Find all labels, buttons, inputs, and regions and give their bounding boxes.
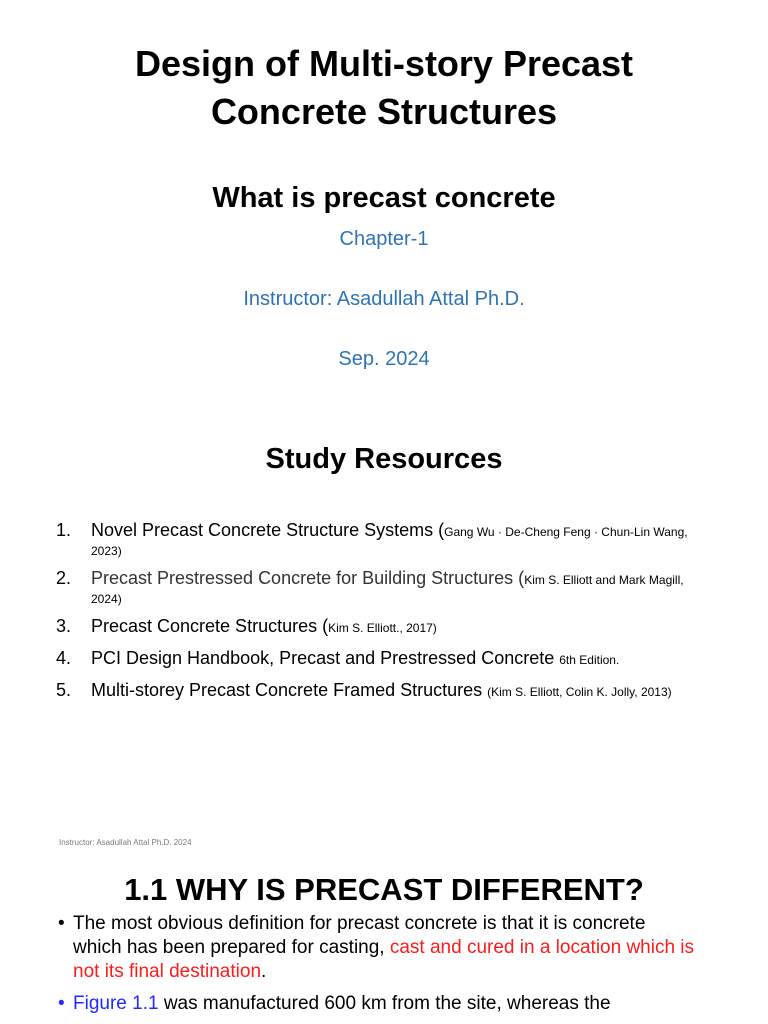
footer-note: Instructor: Asadullah Attal Ph.D. 2024 xyxy=(59,838,192,847)
list-item xyxy=(56,646,716,670)
instructor-label: Instructor: Asadullah Attal Ph.D. xyxy=(243,288,525,310)
item-number: 5. xyxy=(56,680,72,700)
resource-citation: (Kim S. Elliott, Colin K. Jolly, 2013) xyxy=(487,685,672,699)
resource-title: Multi-storey Precast Concrete Framed Structures xyxy=(91,680,488,700)
slide-subtitle: What is precast concrete xyxy=(212,182,556,214)
resource-title: Precast Concrete Structures ( xyxy=(91,616,329,636)
resource-citation: 6th Edition. xyxy=(559,653,620,667)
item-number: 2. xyxy=(56,568,72,588)
list-item xyxy=(56,614,716,638)
resource-title: Novel Precast Concrete Structure Systems ( xyxy=(91,520,445,540)
chapter-label: Chapter-1 xyxy=(339,228,429,250)
bullet-text: was manufactured 600 km from the site, whereas the xyxy=(158,993,611,1014)
title-line-1: Design of Multi-story Precast xyxy=(134,43,634,84)
bullet-icon: • xyxy=(58,993,65,1014)
item-number: 3. xyxy=(56,616,72,636)
resource-citation: Gang Wu · De-Cheng Feng · Chun-Lin Wang, 2023) xyxy=(91,525,688,558)
bullet-text-end: . xyxy=(261,961,267,982)
item-number: 1. xyxy=(56,520,72,540)
highlighted-text: cast and cured in a location which is not its final destination xyxy=(73,937,695,982)
date-label: Sep. 2024 xyxy=(338,348,430,370)
slide-title xyxy=(0,40,768,136)
list-item xyxy=(56,566,716,608)
section-heading: 1.1 WHY IS PRECAST DIFFERENT? xyxy=(124,872,644,907)
bullet-icon: • xyxy=(58,913,65,934)
content-slide xyxy=(0,850,768,1024)
item-number: 4. xyxy=(56,648,72,668)
resource-title: PCI Design Handbook, Precast and Prestressed Concrete xyxy=(91,648,560,668)
title-line-2: Concrete Structures xyxy=(210,91,558,132)
list-item xyxy=(56,678,716,702)
resources-heading: Study Resources xyxy=(265,443,503,475)
bullet-list xyxy=(58,912,698,1024)
list-item xyxy=(58,912,698,984)
list-item xyxy=(56,518,716,560)
figure-link[interactable]: Figure 1.1 xyxy=(73,993,159,1014)
resources-list xyxy=(56,518,716,702)
resource-citation: Kim S. Elliott., 2017) xyxy=(328,621,437,635)
resource-citation: Kim S. Elliott and Mark Magill, 2024) xyxy=(91,573,684,606)
resource-title: Precast Prestressed Concrete for Building Structures ( xyxy=(91,568,525,588)
bullet-text: The most obvious definition for precast concrete is that it is concrete which has been prepared for casting, xyxy=(73,913,646,958)
list-item xyxy=(58,992,698,1016)
